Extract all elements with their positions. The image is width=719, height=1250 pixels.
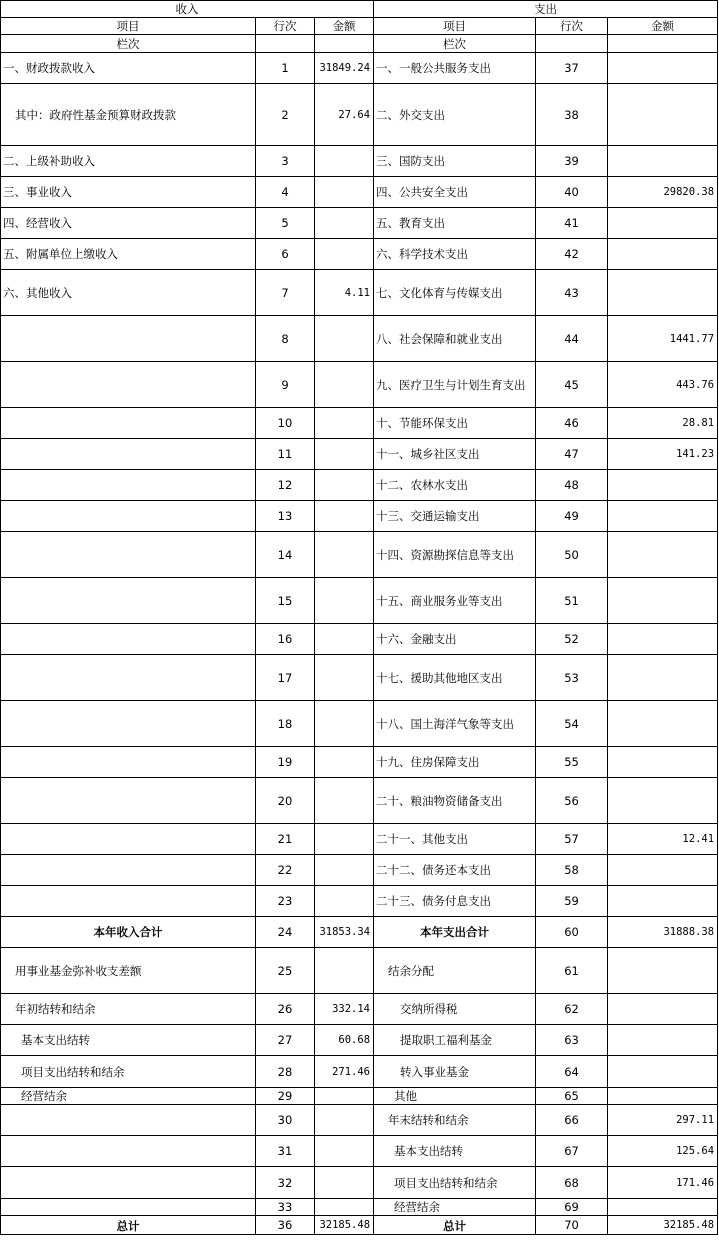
expense-line-cell: 51 <box>536 578 608 624</box>
table-row <box>1 239 718 270</box>
expense-item-cell: 二十三、债务付息支出 <box>374 886 536 917</box>
table-row <box>1 1025 718 1056</box>
expense-amount-cell <box>608 1025 718 1056</box>
expense-item-cell: 经营结余 <box>374 1199 536 1216</box>
income-item-cell: 项目支出结转和结余 <box>1 1056 256 1088</box>
income-line-cell: 10 <box>256 408 315 439</box>
expense-amount-cell <box>608 84 718 146</box>
expense-amount-cell <box>608 624 718 655</box>
table-row <box>1 701 718 747</box>
income-amount-cell <box>315 855 374 886</box>
income-item-cell: 六、其他收入 <box>1 270 256 316</box>
expense-line-cell: 59 <box>536 886 608 917</box>
income-line-cell: 22 <box>256 855 315 886</box>
expense-line-cell: 60 <box>536 917 608 948</box>
expense-item-cell: 一、一般公共服务支出 <box>374 53 536 84</box>
expense-line-cell: 53 <box>536 655 608 701</box>
income-amount-cell <box>315 886 374 917</box>
expense-line-cell: 49 <box>536 501 608 532</box>
expense-amount-cell <box>608 146 718 177</box>
table-row <box>1 624 718 655</box>
income-amount-cell <box>315 501 374 532</box>
income-amount-cell <box>315 532 374 578</box>
expense-amount-cell <box>608 53 718 84</box>
expense-line-cell: 38 <box>536 84 608 146</box>
income-line-cell: 32 <box>256 1167 315 1199</box>
income-item-cell <box>1 1136 256 1167</box>
income-amount-header: 金额 <box>315 18 374 35</box>
expense-line-cell: 43 <box>536 270 608 316</box>
income-amount-cell: 332.14 <box>315 994 374 1025</box>
income-amount-index <box>315 35 374 53</box>
table-row <box>1 177 718 208</box>
expense-line-cell: 54 <box>536 701 608 747</box>
income-item-cell: 其中：政府性基金预算财政拨款 <box>1 84 256 146</box>
table-row <box>1 1056 718 1088</box>
income-item-cell: 二、上级补助收入 <box>1 146 256 177</box>
income-amount-cell <box>315 362 374 408</box>
income-item-cell: 经营结余 <box>1 1088 256 1105</box>
income-line-cell: 33 <box>256 1199 315 1216</box>
expense-line-cell: 52 <box>536 624 608 655</box>
income-line-index <box>256 35 315 53</box>
column-header-row <box>1 18 718 35</box>
income-column-index-label: 栏次 <box>1 35 256 53</box>
expense-column-index-label: 栏次 <box>374 35 536 53</box>
expense-amount-cell <box>608 1056 718 1088</box>
income-item-cell: 本年收入合计 <box>1 917 256 948</box>
income-line-cell: 16 <box>256 624 315 655</box>
expense-amount-cell: 141.23 <box>608 439 718 470</box>
expense-amount-cell: 29820.38 <box>608 177 718 208</box>
expense-item-cell: 提取职工福利基金 <box>374 1025 536 1056</box>
income-line-cell: 15 <box>256 578 315 624</box>
expense-amount-cell <box>608 701 718 747</box>
income-line-cell: 9 <box>256 362 315 408</box>
income-amount-cell <box>315 408 374 439</box>
expense-amount-cell: 443.76 <box>608 362 718 408</box>
expense-line-cell: 39 <box>536 146 608 177</box>
income-line-cell: 27 <box>256 1025 315 1056</box>
income-item-cell <box>1 655 256 701</box>
income-line-cell: 13 <box>256 501 315 532</box>
income-amount-cell <box>315 1088 374 1105</box>
income-amount-cell: 271.46 <box>315 1056 374 1088</box>
table-row <box>1 1216 718 1235</box>
income-line-cell: 20 <box>256 778 315 824</box>
expense-amount-cell <box>608 239 718 270</box>
expense-item-cell: 二十二、债务还本支出 <box>374 855 536 886</box>
income-item-cell <box>1 439 256 470</box>
expense-line-cell: 50 <box>536 532 608 578</box>
expense-item-cell: 本年支出合计 <box>374 917 536 948</box>
expense-item-cell: 十八、国土海洋气象等支出 <box>374 701 536 747</box>
table-row <box>1 578 718 624</box>
income-item-header: 项目 <box>1 18 256 35</box>
expense-line-cell: 37 <box>536 53 608 84</box>
income-item-cell <box>1 501 256 532</box>
expense-line-cell: 66 <box>536 1105 608 1136</box>
table-row <box>1 886 718 917</box>
expense-line-cell: 44 <box>536 316 608 362</box>
expense-item-cell: 十、节能环保支出 <box>374 408 536 439</box>
income-line-cell: 11 <box>256 439 315 470</box>
table-row <box>1 470 718 501</box>
income-line-header: 行次 <box>256 18 315 35</box>
income-item-cell <box>1 824 256 855</box>
expense-item-cell: 年末结转和结余 <box>374 1105 536 1136</box>
expense-line-cell: 63 <box>536 1025 608 1056</box>
income-amount-cell: 32185.48 <box>315 1216 374 1235</box>
table-body <box>1 1 718 1235</box>
expense-item-cell: 八、社会保障和就业支出 <box>374 316 536 362</box>
income-header: 收入 <box>1 1 374 18</box>
income-line-cell: 24 <box>256 917 315 948</box>
income-amount-cell <box>315 146 374 177</box>
expense-amount-cell <box>608 470 718 501</box>
expense-line-cell: 40 <box>536 177 608 208</box>
income-amount-cell <box>315 470 374 501</box>
income-amount-cell <box>315 316 374 362</box>
income-line-cell: 3 <box>256 146 315 177</box>
income-item-cell <box>1 408 256 439</box>
expense-item-cell: 基本支出结转 <box>374 1136 536 1167</box>
expense-amount-cell <box>608 578 718 624</box>
income-line-cell: 36 <box>256 1216 315 1235</box>
income-amount-cell <box>315 177 374 208</box>
expense-item-cell: 二十、粮油物资储备支出 <box>374 778 536 824</box>
table-row <box>1 501 718 532</box>
table-row <box>1 316 718 362</box>
income-line-cell: 28 <box>256 1056 315 1088</box>
income-amount-cell: 31849.24 <box>315 53 374 84</box>
expense-item-cell: 七、文化体育与传媒支出 <box>374 270 536 316</box>
expense-item-cell: 总计 <box>374 1216 536 1235</box>
expense-line-cell: 46 <box>536 408 608 439</box>
table-row <box>1 1199 718 1216</box>
income-item-cell <box>1 624 256 655</box>
expense-line-cell: 67 <box>536 1136 608 1167</box>
income-line-cell: 5 <box>256 208 315 239</box>
expense-item-cell: 五、教育支出 <box>374 208 536 239</box>
expense-line-cell: 64 <box>536 1056 608 1088</box>
expense-item-cell: 结余分配 <box>374 948 536 994</box>
income-item-cell: 年初结转和结余 <box>1 994 256 1025</box>
expense-line-cell: 65 <box>536 1088 608 1105</box>
expense-item-header: 项目 <box>374 18 536 35</box>
expense-item-cell: 十七、援助其他地区支出 <box>374 655 536 701</box>
expense-item-cell: 二、外交支出 <box>374 84 536 146</box>
expense-amount-cell <box>608 886 718 917</box>
expense-amount-cell: 1441.77 <box>608 316 718 362</box>
income-amount-cell <box>315 1105 374 1136</box>
expense-item-cell: 三、国防支出 <box>374 146 536 177</box>
expense-line-cell: 41 <box>536 208 608 239</box>
expense-item-cell: 十六、金融支出 <box>374 624 536 655</box>
income-line-cell: 30 <box>256 1105 315 1136</box>
table-row <box>1 948 718 994</box>
table-row <box>1 270 718 316</box>
expense-line-cell: 47 <box>536 439 608 470</box>
expense-item-cell: 转入事业基金 <box>374 1056 536 1088</box>
expense-amount-cell <box>608 1088 718 1105</box>
income-item-cell: 总计 <box>1 1216 256 1235</box>
expense-line-cell: 61 <box>536 948 608 994</box>
table-row <box>1 917 718 948</box>
expense-item-cell: 其他 <box>374 1088 536 1105</box>
expense-item-cell: 十二、农林水支出 <box>374 470 536 501</box>
expense-amount-cell <box>608 855 718 886</box>
income-item-cell <box>1 778 256 824</box>
column-index-row <box>1 35 718 53</box>
table-row <box>1 747 718 778</box>
table-row <box>1 1088 718 1105</box>
income-line-cell: 2 <box>256 84 315 146</box>
income-amount-cell <box>315 701 374 747</box>
table-row <box>1 855 718 886</box>
income-amount-cell <box>315 655 374 701</box>
expense-item-cell: 十四、资源勘探信息等支出 <box>374 532 536 578</box>
expense-item-cell: 项目支出结转和结余 <box>374 1167 536 1199</box>
income-item-cell <box>1 316 256 362</box>
income-item-cell <box>1 470 256 501</box>
expense-amount-header: 金额 <box>608 18 718 35</box>
income-amount-cell <box>315 1167 374 1199</box>
income-line-cell: 31 <box>256 1136 315 1167</box>
table-row <box>1 532 718 578</box>
table-row <box>1 84 718 146</box>
income-line-cell: 1 <box>256 53 315 84</box>
expense-item-cell: 六、科学技术支出 <box>374 239 536 270</box>
expense-item-cell: 九、医疗卫生与计划生育支出 <box>374 362 536 408</box>
income-line-cell: 4 <box>256 177 315 208</box>
expense-amount-cell <box>608 1199 718 1216</box>
expense-amount-cell <box>608 532 718 578</box>
income-amount-cell <box>315 824 374 855</box>
expense-amount-cell: 125.64 <box>608 1136 718 1167</box>
income-amount-cell: 31853.34 <box>315 917 374 948</box>
income-item-cell <box>1 1167 256 1199</box>
expense-amount-cell: 297.11 <box>608 1105 718 1136</box>
income-amount-cell <box>315 239 374 270</box>
table-row <box>1 655 718 701</box>
expense-line-cell: 56 <box>536 778 608 824</box>
income-line-cell: 26 <box>256 994 315 1025</box>
income-line-cell: 18 <box>256 701 315 747</box>
expense-line-cell: 42 <box>536 239 608 270</box>
table-row <box>1 146 718 177</box>
expense-item-cell: 十九、住房保障支出 <box>374 747 536 778</box>
income-item-cell: 基本支出结转 <box>1 1025 256 1056</box>
table-row <box>1 439 718 470</box>
table-row <box>1 1136 718 1167</box>
income-line-cell: 23 <box>256 886 315 917</box>
income-amount-cell <box>315 778 374 824</box>
income-amount-cell <box>315 1136 374 1167</box>
expense-item-cell: 十三、交通运输支出 <box>374 501 536 532</box>
expense-item-cell: 二十一、其他支出 <box>374 824 536 855</box>
income-line-cell: 29 <box>256 1088 315 1105</box>
expense-amount-cell <box>608 778 718 824</box>
income-item-cell <box>1 1199 256 1216</box>
expense-amount-cell <box>608 208 718 239</box>
expense-header: 支出 <box>374 1 718 18</box>
income-item-cell <box>1 886 256 917</box>
income-item-cell <box>1 855 256 886</box>
table-row <box>1 824 718 855</box>
income-item-cell: 用事业基金弥补收支差额 <box>1 948 256 994</box>
table-row <box>1 408 718 439</box>
income-amount-cell <box>315 624 374 655</box>
expense-line-cell: 69 <box>536 1199 608 1216</box>
table-row <box>1 362 718 408</box>
expense-amount-cell <box>608 747 718 778</box>
income-amount-cell: 27.64 <box>315 84 374 146</box>
expense-amount-cell: 28.81 <box>608 408 718 439</box>
expense-amount-cell <box>608 994 718 1025</box>
expense-amount-index <box>608 35 718 53</box>
income-item-cell <box>1 701 256 747</box>
expense-line-cell: 48 <box>536 470 608 501</box>
income-line-cell: 19 <box>256 747 315 778</box>
table-row <box>1 208 718 239</box>
income-item-cell: 一、财政拨款收入 <box>1 53 256 84</box>
expense-amount-cell: 12.41 <box>608 824 718 855</box>
income-line-cell: 7 <box>256 270 315 316</box>
expense-line-cell: 62 <box>536 994 608 1025</box>
income-item-cell <box>1 362 256 408</box>
income-line-cell: 17 <box>256 655 315 701</box>
table-row <box>1 994 718 1025</box>
section-header-row <box>1 1 718 18</box>
table-row <box>1 778 718 824</box>
expense-line-cell: 57 <box>536 824 608 855</box>
income-line-cell: 6 <box>256 239 315 270</box>
expense-item-cell: 交纳所得税 <box>374 994 536 1025</box>
expense-amount-cell <box>608 655 718 701</box>
expense-line-header: 行次 <box>536 18 608 35</box>
income-line-cell: 8 <box>256 316 315 362</box>
expense-amount-cell: 32185.48 <box>608 1216 718 1235</box>
income-line-cell: 14 <box>256 532 315 578</box>
expense-line-cell: 68 <box>536 1167 608 1199</box>
expense-amount-cell: 31888.38 <box>608 917 718 948</box>
income-amount-cell: 60.68 <box>315 1025 374 1056</box>
expense-item-cell: 四、公共安全支出 <box>374 177 536 208</box>
income-item-cell <box>1 1105 256 1136</box>
expense-amount-cell: 171.46 <box>608 1167 718 1199</box>
income-item-cell <box>1 532 256 578</box>
table-row <box>1 1105 718 1136</box>
income-amount-cell <box>315 208 374 239</box>
income-amount-cell <box>315 1199 374 1216</box>
expense-line-cell: 55 <box>536 747 608 778</box>
income-amount-cell <box>315 747 374 778</box>
income-line-cell: 12 <box>256 470 315 501</box>
income-item-cell <box>1 747 256 778</box>
expense-amount-cell <box>608 501 718 532</box>
income-amount-cell: 4.11 <box>315 270 374 316</box>
income-line-cell: 21 <box>256 824 315 855</box>
income-item-cell: 四、经营收入 <box>1 208 256 239</box>
table-row <box>1 1167 718 1199</box>
income-item-cell: 三、事业收入 <box>1 177 256 208</box>
income-amount-cell <box>315 578 374 624</box>
income-line-cell: 25 <box>256 948 315 994</box>
expense-amount-cell <box>608 270 718 316</box>
expense-line-cell: 45 <box>536 362 608 408</box>
income-amount-cell <box>315 948 374 994</box>
expense-line-cell: 58 <box>536 855 608 886</box>
table-row <box>1 53 718 84</box>
income-amount-cell <box>315 439 374 470</box>
expense-item-cell: 十五、商业服务业等支出 <box>374 578 536 624</box>
expense-item-cell: 十一、城乡社区支出 <box>374 439 536 470</box>
expense-amount-cell <box>608 948 718 994</box>
income-item-cell <box>1 578 256 624</box>
expense-line-cell: 70 <box>536 1216 608 1235</box>
expense-line-index <box>536 35 608 53</box>
income-item-cell: 五、附属单位上缴收入 <box>1 239 256 270</box>
